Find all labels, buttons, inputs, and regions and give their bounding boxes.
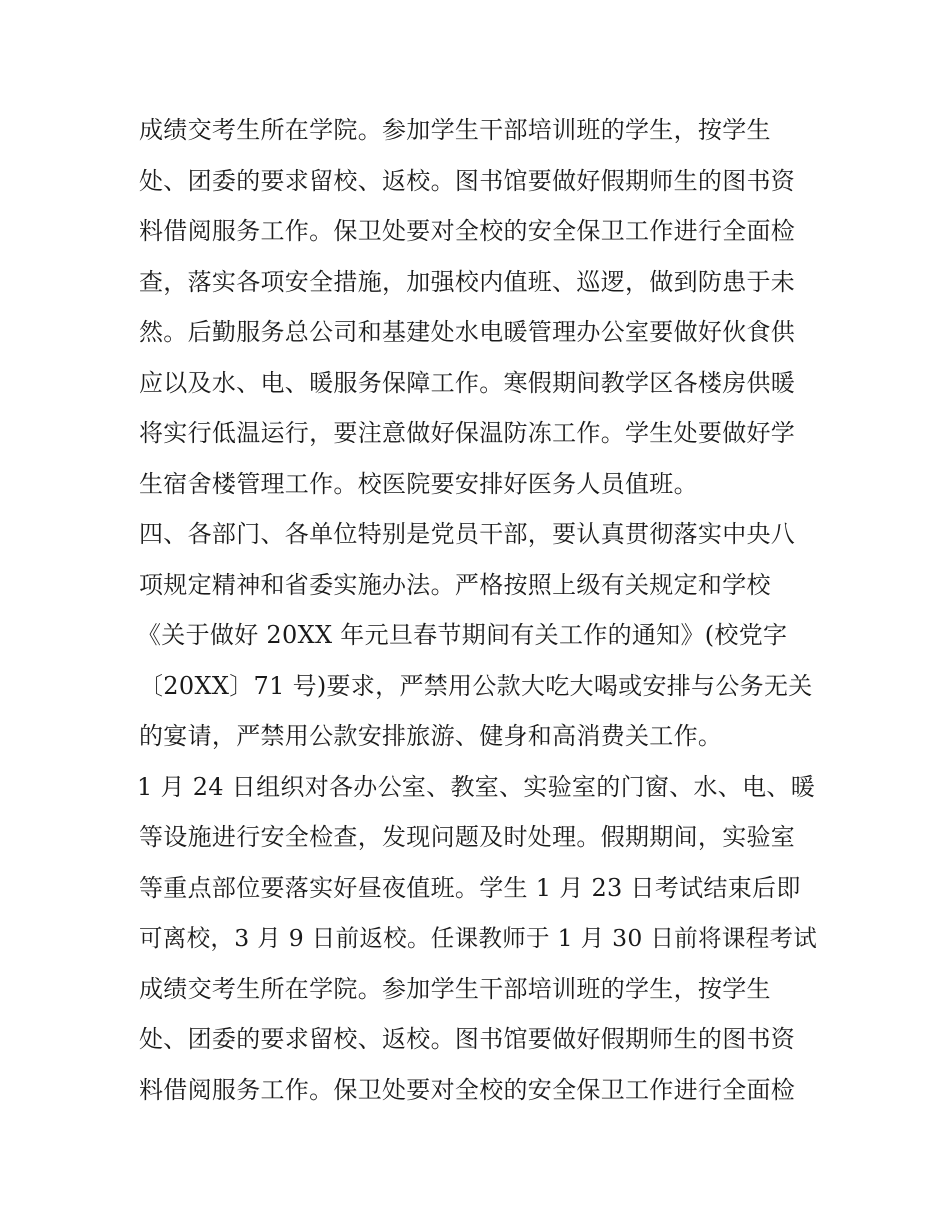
text-line: 生宿舍楼管理工作。校医院要安排好医务人员值班。 [139,470,698,498]
text-line: 等重点部位要落实好昼夜值班。学生 1 月 23 日考试结束后即 [139,874,801,902]
text-line: 料借阅服务工作。保卫处要对全校的安全保卫工作进行全面检 [139,1076,796,1104]
text-line: 料借阅服务工作。保卫处要对全校的安全保卫工作进行全面检 [139,217,796,245]
text-line: 将实行低温运行，要注意做好保温防冻工作。学生处要做好学 [139,419,796,447]
text-line: 等设施进行安全检查，发现问题及时处理。假期期间，实验室 [139,823,796,851]
text-line: 的宴请，严禁用公款安排旅游、健身和高消费关工作。 [139,722,723,750]
text-line: 项规定精神和省委实施办法。严格按照上级有关规定和学校 [139,571,771,599]
text-line: 处、团委的要求留校、返校。图书馆要做好假期师生的图书资 [139,167,796,195]
text-line: 处、团委的要求留校、返校。图书馆要做好假期师生的图书资 [139,1025,796,1053]
text-line: 1 月 24 日组织对各办公室、教室、实验室的门窗、水、电、暖 [137,773,815,801]
text-line: 〔20XX〕71 号)要求，严禁用公款大吃大喝或安排与公务无关 [139,672,813,700]
text-line: 可离校，3 月 9 日前返校。任课教师于 1 月 30 日前将课程考试 [139,924,818,952]
text-line: 然。后勤服务总公司和基建处水电暖管理办公室要做好伙食供 [139,318,796,346]
text-line: 四、各部门、各单位特别是党员干部，要认真贯彻落实中央八 [139,520,796,548]
text-line: 《关于做好 20XX 年元旦春节期间有关工作的通知》(校党字 [137,621,788,649]
text-line: 应以及水、电、暖服务保障工作。寒假期间教学区各楼房供暖 [139,369,796,397]
text-line: 成绩交考生所在学院。参加学生干部培训班的学生，按学生 [139,116,771,144]
text-line: 查，落实各项安全措施，加强校内值班、巡逻，做到防患于未 [139,268,796,296]
text-line: 成绩交考生所在学院。参加学生干部培训班的学生，按学生 [139,975,771,1003]
